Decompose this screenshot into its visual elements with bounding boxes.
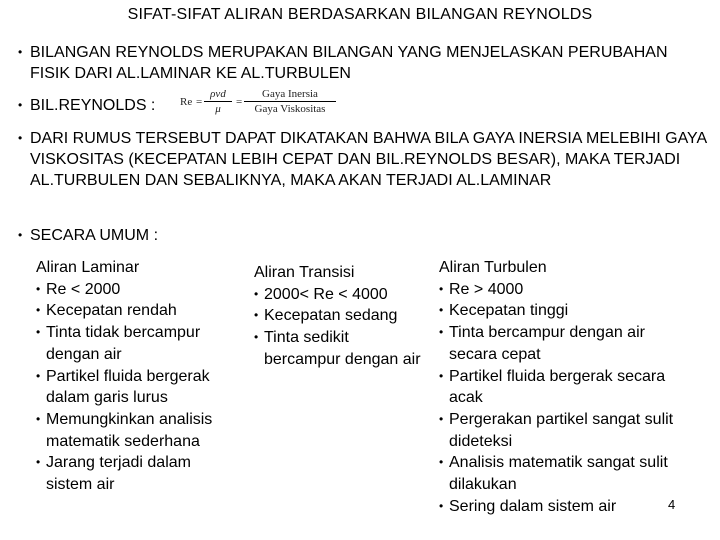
bullet-marker: • — [439, 325, 444, 340]
list-item — [439, 496, 679, 518]
list-item — [36, 322, 236, 365]
column-transisi — [254, 262, 424, 371]
formula-equals-2: = — [236, 96, 243, 108]
item-text: 2000< Re < 4000 — [264, 285, 388, 303]
list-item — [36, 452, 236, 495]
list-item — [254, 305, 424, 327]
conclusion-text: DARI RUMUS TERSEBUT DAPAT DIKATAKAN BAHWA BILA GAYA INERSIA MELEBIHI GAYA VISKOSITAS (KECEPATAN LEBIH CEPAT DAN BIL.REYNOLDS BESAR), MAKA TERJADI AL.TURBULEN DAN SEBALIKNYA, MAKA AKAN TERJADI AL.LAMINAR — [30, 130, 707, 189]
fraction-bar — [204, 101, 232, 102]
list-item — [254, 284, 424, 306]
formula-label: BIL.REYNOLDS : — [30, 97, 156, 114]
item-text: Analisis matematik sangat sulit dilakukan — [449, 454, 668, 494]
bullet-marker: • — [36, 455, 41, 470]
bullet-marker: • — [439, 498, 444, 513]
formula-fraction-words — [244, 88, 336, 115]
transisi-list — [254, 284, 424, 371]
bullet-formula — [18, 95, 708, 116]
page-title: SIFAT-SIFAT ALIRAN BERDASARKAN BILANGAN REYNOLDS — [127, 6, 593, 23]
item-text: Partikel fluida bergerak secara acak — [449, 367, 666, 407]
bullet-marker: • — [254, 286, 259, 301]
list-item — [36, 409, 236, 452]
page-number: 4 — [668, 497, 676, 512]
bullet-general — [18, 225, 708, 246]
bullet-marker: • — [439, 411, 444, 426]
bullet-marker: • — [439, 281, 444, 296]
column-heading: Aliran Laminar — [36, 259, 140, 276]
item-text: Sering dalam sistem air — [449, 497, 617, 515]
item-text: Tinta sedikit bercampur dengan air — [264, 329, 421, 368]
bullet-marker: • — [439, 303, 444, 318]
list-item — [36, 300, 236, 322]
list-item — [36, 279, 236, 301]
definition-text: BILANGAN REYNOLDS MERUPAKAN BILANGAN YANG MENJELASKAN PERUBAHAN FISIK DARI AL.LAMINAR KE AL.TURBULEN — [30, 44, 668, 82]
item-text: Memungkinkan analisis matematik sederhana — [46, 410, 213, 450]
bullet-marker: • — [36, 281, 41, 296]
item-text: Kecepatan rendah — [46, 302, 177, 320]
bullet-marker: • — [18, 98, 23, 112]
bullet-marker: • — [18, 45, 23, 59]
item-text: Pergerakan partikel sangat sulit dideteksi — [449, 410, 674, 450]
column-heading: Aliran Turbulen — [439, 259, 547, 276]
formula-fraction-symbolic — [204, 88, 232, 115]
item-text: Re > 4000 — [449, 280, 524, 298]
laminar-list — [36, 279, 236, 496]
general-label: SECARA UMUM : — [30, 227, 159, 244]
bullet-marker: • — [254, 330, 259, 345]
bullet-conclusion — [18, 128, 708, 191]
formula-equals: = — [196, 96, 203, 108]
column-turbulen — [439, 257, 679, 517]
fraction-bar — [244, 101, 336, 102]
bullet-marker: • — [18, 131, 23, 145]
bullet-marker: • — [18, 228, 23, 242]
item-text: Jarang terjadi dalam sistem air — [46, 454, 191, 494]
formula-numerator: ρvd — [210, 88, 226, 100]
bullet-marker: • — [254, 308, 259, 323]
item-text: Tinta tidak bercampur dengan air — [46, 324, 201, 363]
bullet-marker: • — [36, 368, 41, 383]
list-item — [254, 327, 424, 370]
list-item — [439, 452, 679, 495]
list-item — [439, 409, 679, 452]
list-item — [439, 300, 679, 322]
item-text: Tinta bercampur dengan air secara cepat — [449, 324, 645, 363]
column-heading: Aliran Transisi — [254, 264, 355, 281]
bullet-definition — [18, 42, 708, 84]
turbulen-list — [439, 279, 679, 518]
formula-denominator: μ — [215, 103, 221, 115]
list-item — [439, 279, 679, 301]
bullet-marker: • — [439, 455, 444, 470]
formula-numerator-words: Gaya Inersia — [262, 88, 318, 100]
formula-denominator-words: Gaya Viskositas — [254, 103, 326, 115]
formula-lhs: Re — [180, 96, 193, 108]
bullet-marker: • — [36, 411, 41, 426]
item-text: Kecepatan sedang — [264, 307, 398, 325]
item-text: Partikel fluida bergerak dalam garis lurus — [46, 367, 210, 407]
bullet-marker: • — [36, 303, 41, 318]
item-text: Re < 2000 — [46, 280, 121, 298]
column-laminar — [36, 257, 236, 496]
list-item — [36, 366, 236, 409]
list-item — [439, 366, 679, 409]
bullet-marker: • — [36, 325, 41, 340]
item-text: Kecepatan tinggi — [449, 302, 569, 320]
bullet-marker: • — [439, 368, 444, 383]
list-item — [439, 322, 679, 365]
